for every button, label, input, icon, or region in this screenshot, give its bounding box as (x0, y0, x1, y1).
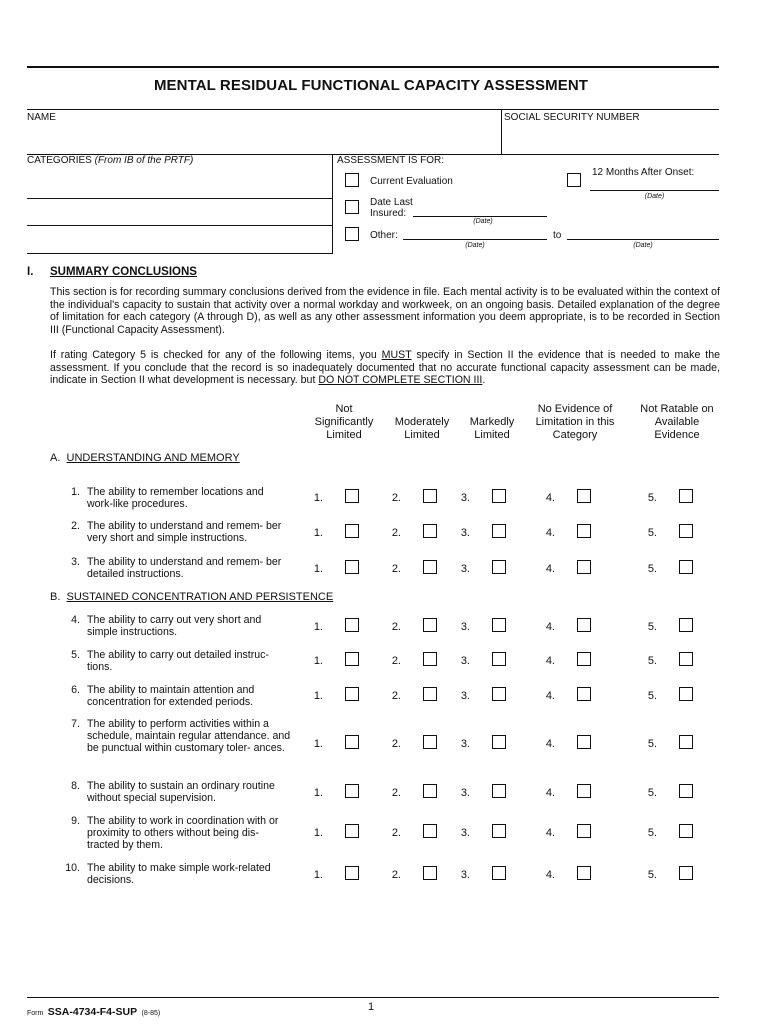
item-row (60, 780, 292, 804)
months-date-hint: (Date) (644, 193, 665, 200)
categories-label-wrap (27, 155, 193, 166)
rating-checkbox[interactable] (423, 824, 437, 838)
rating-checkbox[interactable] (577, 687, 591, 701)
rating-checkbox[interactable] (345, 784, 359, 798)
item-row (60, 862, 292, 886)
rating-number: 4. (545, 827, 555, 839)
rating-checkbox[interactable] (423, 489, 437, 503)
date-last-insured-line[interactable] (413, 216, 547, 217)
rating-number: 3. (460, 563, 470, 575)
item-row (60, 718, 292, 754)
rating-checkbox[interactable] (345, 652, 359, 666)
rating-checkbox[interactable] (423, 735, 437, 749)
item-number: 6. (71, 684, 80, 696)
section-b-heading (50, 591, 333, 603)
item-number: 4. (71, 614, 80, 626)
rating-number: 3. (460, 492, 470, 504)
item-text: The ability to remember locations and work-like procedures. (87, 486, 264, 510)
to-label: to (553, 230, 562, 241)
rating-checkbox[interactable] (423, 784, 437, 798)
category-line-3[interactable] (27, 253, 332, 254)
rating-number: 3. (460, 655, 470, 667)
item-number: 5. (71, 649, 80, 661)
rating-number: 3. (460, 621, 470, 633)
rating-checkbox[interactable] (577, 735, 591, 749)
rating-checkbox[interactable] (679, 687, 693, 701)
rating-number: 5. (647, 621, 657, 633)
rating-number: 2. (391, 655, 401, 667)
rating-checkbox[interactable] (423, 866, 437, 880)
rating-number: 2. (391, 690, 401, 702)
rating-number: 1. (313, 787, 323, 799)
date-last-insured-checkbox[interactable] (345, 200, 359, 214)
col3-line2: Limited (474, 429, 510, 441)
rating-checkbox[interactable] (492, 618, 506, 632)
months-after-onset-checkbox[interactable] (567, 173, 581, 187)
date-last-insured-label (370, 197, 413, 219)
rating-number: 5. (647, 563, 657, 575)
item-number: 9. (71, 815, 80, 827)
col2-line2: Limited (404, 429, 440, 441)
col1-line2: Significantly (314, 416, 374, 428)
col1-line3: Limited (326, 429, 362, 441)
summary-paragraph-1: This section is for recording summary conclusions derived from the evidence in file. Each mental activity is to be evaluated within the context of the individual's capacity to sustain that activity over a normal workday and workweek, on an ongoing basis. Detailed explanation of the degree of limitation for each category (A through D), as well as any other assessment information you deem appropriate, is to be recorded in Section III (Functional Capacity Assessment). (50, 286, 720, 336)
rating-number: 1. (313, 563, 323, 575)
rating-number: 4. (545, 690, 555, 702)
rating-checkbox[interactable] (679, 866, 693, 880)
name-label: NAME (27, 112, 56, 123)
item-text: The ability to make simple work-related decisions. (87, 862, 271, 886)
item-number: 2. (71, 520, 80, 532)
rating-checkbox[interactable] (577, 618, 591, 632)
rating-checkbox[interactable] (492, 489, 506, 503)
rating-number: 3. (460, 690, 470, 702)
rating-checkbox[interactable] (423, 524, 437, 538)
item-text: The ability to sustain an ordinary routine without special supervision. (87, 780, 275, 804)
date-last-hint: (Date) (473, 218, 493, 225)
current-evaluation-label: Current Evaluation (370, 176, 453, 187)
item-row (60, 520, 292, 544)
rating-checkbox[interactable] (423, 618, 437, 632)
rating-checkbox[interactable] (577, 652, 591, 666)
rating-checkbox[interactable] (679, 824, 693, 838)
date-last-line2: Insured: (370, 208, 407, 219)
rating-checkbox[interactable] (423, 687, 437, 701)
item-row (60, 614, 292, 638)
rating-number: 1. (313, 738, 323, 750)
rating-number: 4. (545, 563, 555, 575)
footer-revision: (8-85) (141, 1010, 161, 1017)
column-no-evidence (524, 403, 626, 442)
category-line-2[interactable] (27, 225, 332, 226)
other-checkbox[interactable] (345, 227, 359, 241)
rating-checkbox[interactable] (345, 735, 359, 749)
rating-checkbox[interactable] (492, 824, 506, 838)
other-from-line[interactable] (403, 239, 547, 240)
rating-number: 2. (391, 787, 401, 799)
column-markedly-limited (460, 416, 524, 442)
col4-line2: Limitation in this (535, 416, 615, 428)
rating-number: 2. (391, 492, 401, 504)
footer-form-code: SSA-4734-F4-SUP (47, 1006, 138, 1018)
categories-label: CATEGORIES (27, 155, 92, 166)
rating-checkbox[interactable] (679, 618, 693, 632)
rating-checkbox[interactable] (577, 824, 591, 838)
rating-number: 4. (545, 869, 555, 881)
rating-number: 5. (647, 690, 657, 702)
rating-checkbox[interactable] (577, 524, 591, 538)
col5-line1: Not Ratable on (640, 403, 714, 415)
months-date-line[interactable] (590, 190, 719, 191)
column-not-ratable (630, 403, 724, 442)
rating-checkbox[interactable] (492, 735, 506, 749)
rating-number: 4. (545, 621, 555, 633)
rating-checkbox[interactable] (577, 866, 591, 880)
rating-checkbox[interactable] (679, 784, 693, 798)
item-text: The ability to understand and remem- ber very short and simple instructions. (87, 520, 282, 544)
col5-line3: Evidence (654, 429, 700, 441)
para2-must: MUST (381, 349, 412, 361)
other-to-line[interactable] (567, 239, 719, 240)
assessment-divider (332, 154, 333, 254)
col3-line1: Markedly (469, 416, 515, 428)
rating-number: 3. (460, 869, 470, 881)
other-to-hint: (Date) (633, 242, 653, 249)
rating-number: 3. (460, 787, 470, 799)
rating-checkbox[interactable] (492, 866, 506, 880)
date-last-line1: Date Last (370, 197, 413, 208)
rating-checkbox[interactable] (577, 489, 591, 503)
form-footer (27, 1002, 160, 1020)
section-heading: SUMMARY CONCLUSIONS (50, 266, 197, 278)
item-number: 8. (71, 780, 80, 792)
para2-a: If rating Category 5 is checked for any of the following items, you (50, 349, 382, 361)
rating-checkbox[interactable] (345, 866, 359, 880)
form-title: MENTAL RESIDUAL FUNCTIONAL CAPACITY ASSESSMENT (153, 77, 589, 94)
rating-number: 5. (647, 738, 657, 750)
rating-number: 2. (391, 827, 401, 839)
item-row (60, 815, 292, 851)
rating-number: 1. (313, 492, 323, 504)
rating-number: 5. (647, 527, 657, 539)
rating-checkbox[interactable] (423, 560, 437, 574)
column-not-significantly-limited (304, 403, 384, 442)
item-row (60, 649, 292, 673)
col2-line1: Moderately (394, 416, 450, 428)
rating-checkbox[interactable] (345, 560, 359, 574)
rating-number: 5. (647, 787, 657, 799)
item-row (60, 486, 292, 510)
section-a-title: UNDERSTANDING AND MEMORY (66, 452, 240, 464)
rating-number: 1. (313, 655, 323, 667)
column-moderately-limited (384, 416, 460, 442)
para2-do-not-complete: DO NOT COMPLETE SECTION III (318, 374, 483, 387)
page-number: 1 (368, 1001, 375, 1013)
item-text: The ability to work in coordination with or proximity to others without being dis- tracted by them. (87, 815, 279, 851)
ssn-label: SOCIAL SECURITY NUMBER (504, 112, 640, 123)
rating-number: 2. (391, 621, 401, 633)
item-number: 3. (71, 556, 80, 568)
item-number: 7. (71, 718, 80, 730)
rating-number: 4. (545, 738, 555, 750)
col4-line1: No Evidence of (537, 403, 613, 415)
assessment-label: ASSESSMENT IS FOR: (337, 155, 445, 166)
category-line-1[interactable] (27, 198, 332, 199)
rating-checkbox[interactable] (492, 560, 506, 574)
col1-line1: Not (335, 403, 353, 415)
rating-number: 2. (391, 869, 401, 881)
rating-number: 5. (647, 655, 657, 667)
rating-checkbox[interactable] (345, 489, 359, 503)
item-text: The ability to understand and remem- ber detailed instructions. (87, 556, 282, 580)
col4-line3: Category (552, 429, 598, 441)
rating-number: 5. (647, 869, 657, 881)
rating-checkbox[interactable] (577, 560, 591, 574)
rating-checkbox[interactable] (679, 489, 693, 503)
rating-number: 3. (460, 738, 470, 750)
other-from-hint: (Date) (465, 242, 485, 249)
rating-number: 4. (545, 527, 555, 539)
rating-checkbox[interactable] (492, 524, 506, 538)
rating-number: 1. (313, 827, 323, 839)
section-b-title: SUSTAINED CONCENTRATION AND PERSISTENCE (66, 591, 334, 603)
rating-checkbox[interactable] (423, 652, 437, 666)
item-text: The ability to maintain attention and concentration for extended periods. (87, 684, 255, 708)
top-rule (27, 66, 719, 68)
rating-number: 4. (545, 787, 555, 799)
rating-checkbox[interactable] (345, 687, 359, 701)
other-label: Other: (370, 230, 398, 241)
item-row (60, 556, 292, 580)
rating-number: 3. (460, 527, 470, 539)
rating-checkbox[interactable] (679, 560, 693, 574)
rating-number: 3. (460, 827, 470, 839)
rating-number: 1. (313, 690, 323, 702)
item-text: The ability to carry out very short and simple instructions. (87, 614, 262, 638)
rating-number: 1. (313, 869, 323, 881)
rating-number: 2. (391, 563, 401, 575)
rating-number: 5. (647, 492, 657, 504)
categories-note: (From IB of the PRTF) (94, 155, 194, 166)
rating-checkbox[interactable] (492, 652, 506, 666)
rating-checkbox[interactable] (345, 524, 359, 538)
item-number: 10. (65, 862, 80, 874)
rating-checkbox[interactable] (345, 824, 359, 838)
footer-form-word: Form (27, 1010, 44, 1017)
rating-number: 5. (647, 827, 657, 839)
para2-b: specify in Section II the evidence that is needed to make the assessment. If you conclude that the record is so inadequately documented that no accurate functional capacity assessment can be made, indicate in Section II what development is necessary. but (50, 349, 721, 387)
rating-number: 4. (545, 492, 555, 504)
rating-number: 2. (391, 527, 401, 539)
summary-paragraph-2 (50, 349, 720, 387)
rating-checkbox[interactable] (679, 524, 693, 538)
rating-checkbox[interactable] (577, 784, 591, 798)
title-rule (27, 109, 719, 110)
current-evaluation-checkbox[interactable] (345, 173, 359, 187)
rating-checkbox[interactable] (679, 735, 693, 749)
item-row (60, 684, 292, 708)
rating-number: 4. (545, 655, 555, 667)
ssn-divider (501, 110, 502, 154)
months-after-onset-label: 12 Months After Onset: (592, 167, 695, 178)
section-a-heading (50, 452, 240, 464)
section-b-letter: B. (50, 591, 61, 603)
rating-checkbox[interactable] (679, 652, 693, 666)
rating-checkbox[interactable] (492, 687, 506, 701)
rating-number: 2. (391, 738, 401, 750)
rating-checkbox[interactable] (345, 618, 359, 632)
item-text: The ability to carry out detailed instruc- tions. (87, 649, 269, 673)
item-number: 1. (71, 486, 80, 498)
footer-rule (27, 997, 719, 998)
section-a-letter: A. (50, 452, 61, 464)
col5-line2: Available (654, 416, 700, 428)
rating-number: 1. (313, 527, 323, 539)
rating-number: 1. (313, 621, 323, 633)
para2-end: . (482, 374, 486, 387)
section-roman: I. (27, 266, 34, 278)
rating-checkbox[interactable] (492, 784, 506, 798)
item-text: The ability to perform activities within a schedule, maintain regular attendance. and be punctual within customary toler- ances. (87, 718, 291, 754)
